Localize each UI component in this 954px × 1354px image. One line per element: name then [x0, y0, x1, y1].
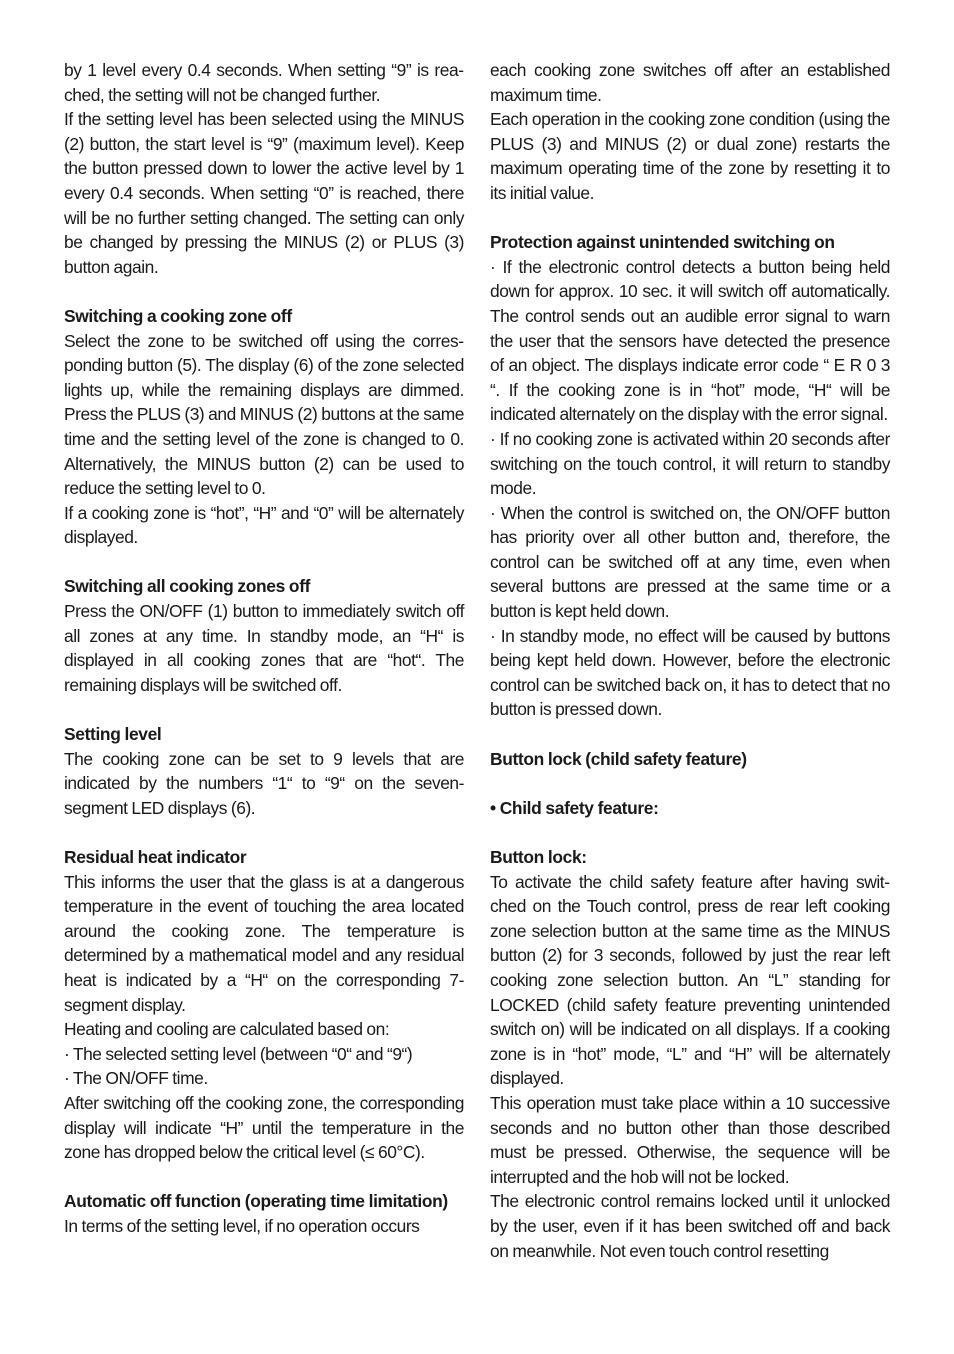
- left-column: [64, 58, 464, 1239]
- paragraph: The cooking zone can be set to 9 levels that are indicated by the numbers “1“ to “9“ on the seven-segment LED displays (6).: [64, 748, 464, 818]
- section-heading: Protection against unintended switching on: [490, 232, 835, 253]
- section-heading: • Child safety feature:: [490, 797, 659, 818]
- right-column: [490, 58, 890, 1263]
- section-heading: Switching all cooking zones off: [64, 576, 311, 597]
- paragraph: Select the zone to be switched off using the corresponding button (5). The display (6) of the zone selected lights up, while the remaining displays are dimmed. Press the PLUS (3) and MINUS (2) buttons at the same time and the setting level of the zone is changed to 0. Alternatively, the MINUS button (2) can be used to reduce the setting level to 0.: [64, 330, 464, 499]
- list-item: · In standby mode, no effect will be caused by buttons being kept held down. However, before the electronic control can be switched back on, it has to detect that no button is pressed down.: [490, 625, 890, 720]
- spacer: [490, 820, 890, 845]
- paragraph: Press the ON/OFF (1) button to immediately switch off all zones at any time. In standby mode, an “H“ is displayed in all cooking zones that are “hot“. The remaining displays will be switched off.: [64, 601, 464, 695]
- paragraph: Each operation in the cooking zone condition (using the PLUS (3) and MINUS (2) or dual zone) restarts the maximum operating time of the zone by resetting it to its initial value.: [490, 109, 890, 203]
- section-heading: Button lock:: [490, 847, 587, 867]
- spacer: [490, 722, 890, 747]
- section-heading: Button lock (child safety feature): [490, 748, 747, 769]
- paragraph: This informs the user that the glass is at a dangerous temperature in the event of touching the area located around the cooking zone. The temperature is determined by a mathematical model and any residual heat is indicated by a “H“ on the corresponding 7-segment display.: [64, 871, 464, 1015]
- section-heading: Automatic off function (operating time limitation): [64, 1191, 448, 1212]
- paragraph: After switching off the cooking zone, the corresponding display will indicate “H” until the temperature in the zone has dropped below the critical level (≤ 60°C).: [64, 1092, 464, 1163]
- spacer: [490, 206, 890, 231]
- spacer: [64, 279, 464, 304]
- list-item: · If the electronic control detects a button being held down for approx. 10 sec. it will switch off automatically. The control sends out an audible error signal to warn the user that the sensors have detected the presence of an object. The displays indicate error code “ E R 0 3 “. If the cooking zone is in “hot” mode, “H“ will be indicated alternately on the display with the error signal.: [490, 256, 890, 425]
- spacer: [64, 820, 464, 845]
- spacer: [490, 771, 890, 796]
- section-heading: Switching a cooking zone off: [64, 305, 292, 326]
- paragraph: This operation must take place within a 10 successive seconds and no button other than those described must be pressed. Otherwise, the sequence will be interrupted and the hob will not be locked.: [490, 1092, 890, 1187]
- list-item: · The ON/OFF time.: [64, 1068, 208, 1089]
- paragraph: If the setting level has been selected using the MINUS (2) button, the start level is “9” (maximum level). Keep the button pressed down to lower the active level by 1 every 0.4 seconds. When setting “0” is reached, there will be no further setting changed. The setting can only be changed by pressing the MINUS (2) or PLUS (3) button again.: [64, 109, 464, 277]
- paragraph: each cooking zone switches off after an established maximum time.: [490, 60, 890, 105]
- spacer: [64, 1165, 464, 1190]
- section-heading: Setting level: [64, 724, 162, 745]
- spacer: [64, 550, 464, 575]
- paragraph: In terms of the setting level, if no operation occurs: [64, 1215, 420, 1236]
- paragraph: To activate the child safety feature after having switched on the Touch control, press de rear left cooking zone selection button at the same time as the MINUS button (2) for 3 seconds, followed by just the rear left cooking zone selection button. An “L” standing for LOCKED (child safety feature preventing unintended switch on) will be indicated on all displays. If a cooking zone is in “hot” mode, “L” and “H” will be alternately displayed.: [490, 871, 890, 1089]
- paragraph: Heating and cooling are calculated based on:: [64, 1019, 390, 1040]
- paragraph: If a cooking zone is “hot”, “H” and “0” will be alternately displayed.: [64, 502, 464, 548]
- list-item: · If no cooking zone is activated within 20 seconds after switching on the touch control, it will return to standby mode.: [490, 428, 890, 499]
- paragraph: The electronic control remains locked until it unlocked by the user, even if it has been switched off and back on meanwhile. Not even touch control resetting: [490, 1191, 890, 1261]
- spacer: [64, 697, 464, 722]
- paragraph: by 1 level every 0.4 seconds. When setting “9” is reached, the setting will not be changed further.: [64, 60, 464, 105]
- list-item: · When the control is switched on, the ON/OFF button has priority over all other button and, therefore, the control can be switched off at any time, even when several buttons are pressed at the same time or a button is kept held down.: [490, 502, 890, 622]
- list-item: · The selected setting level (between “0“ and “9“): [64, 1043, 413, 1064]
- section-heading: Residual heat indicator: [64, 847, 247, 867]
